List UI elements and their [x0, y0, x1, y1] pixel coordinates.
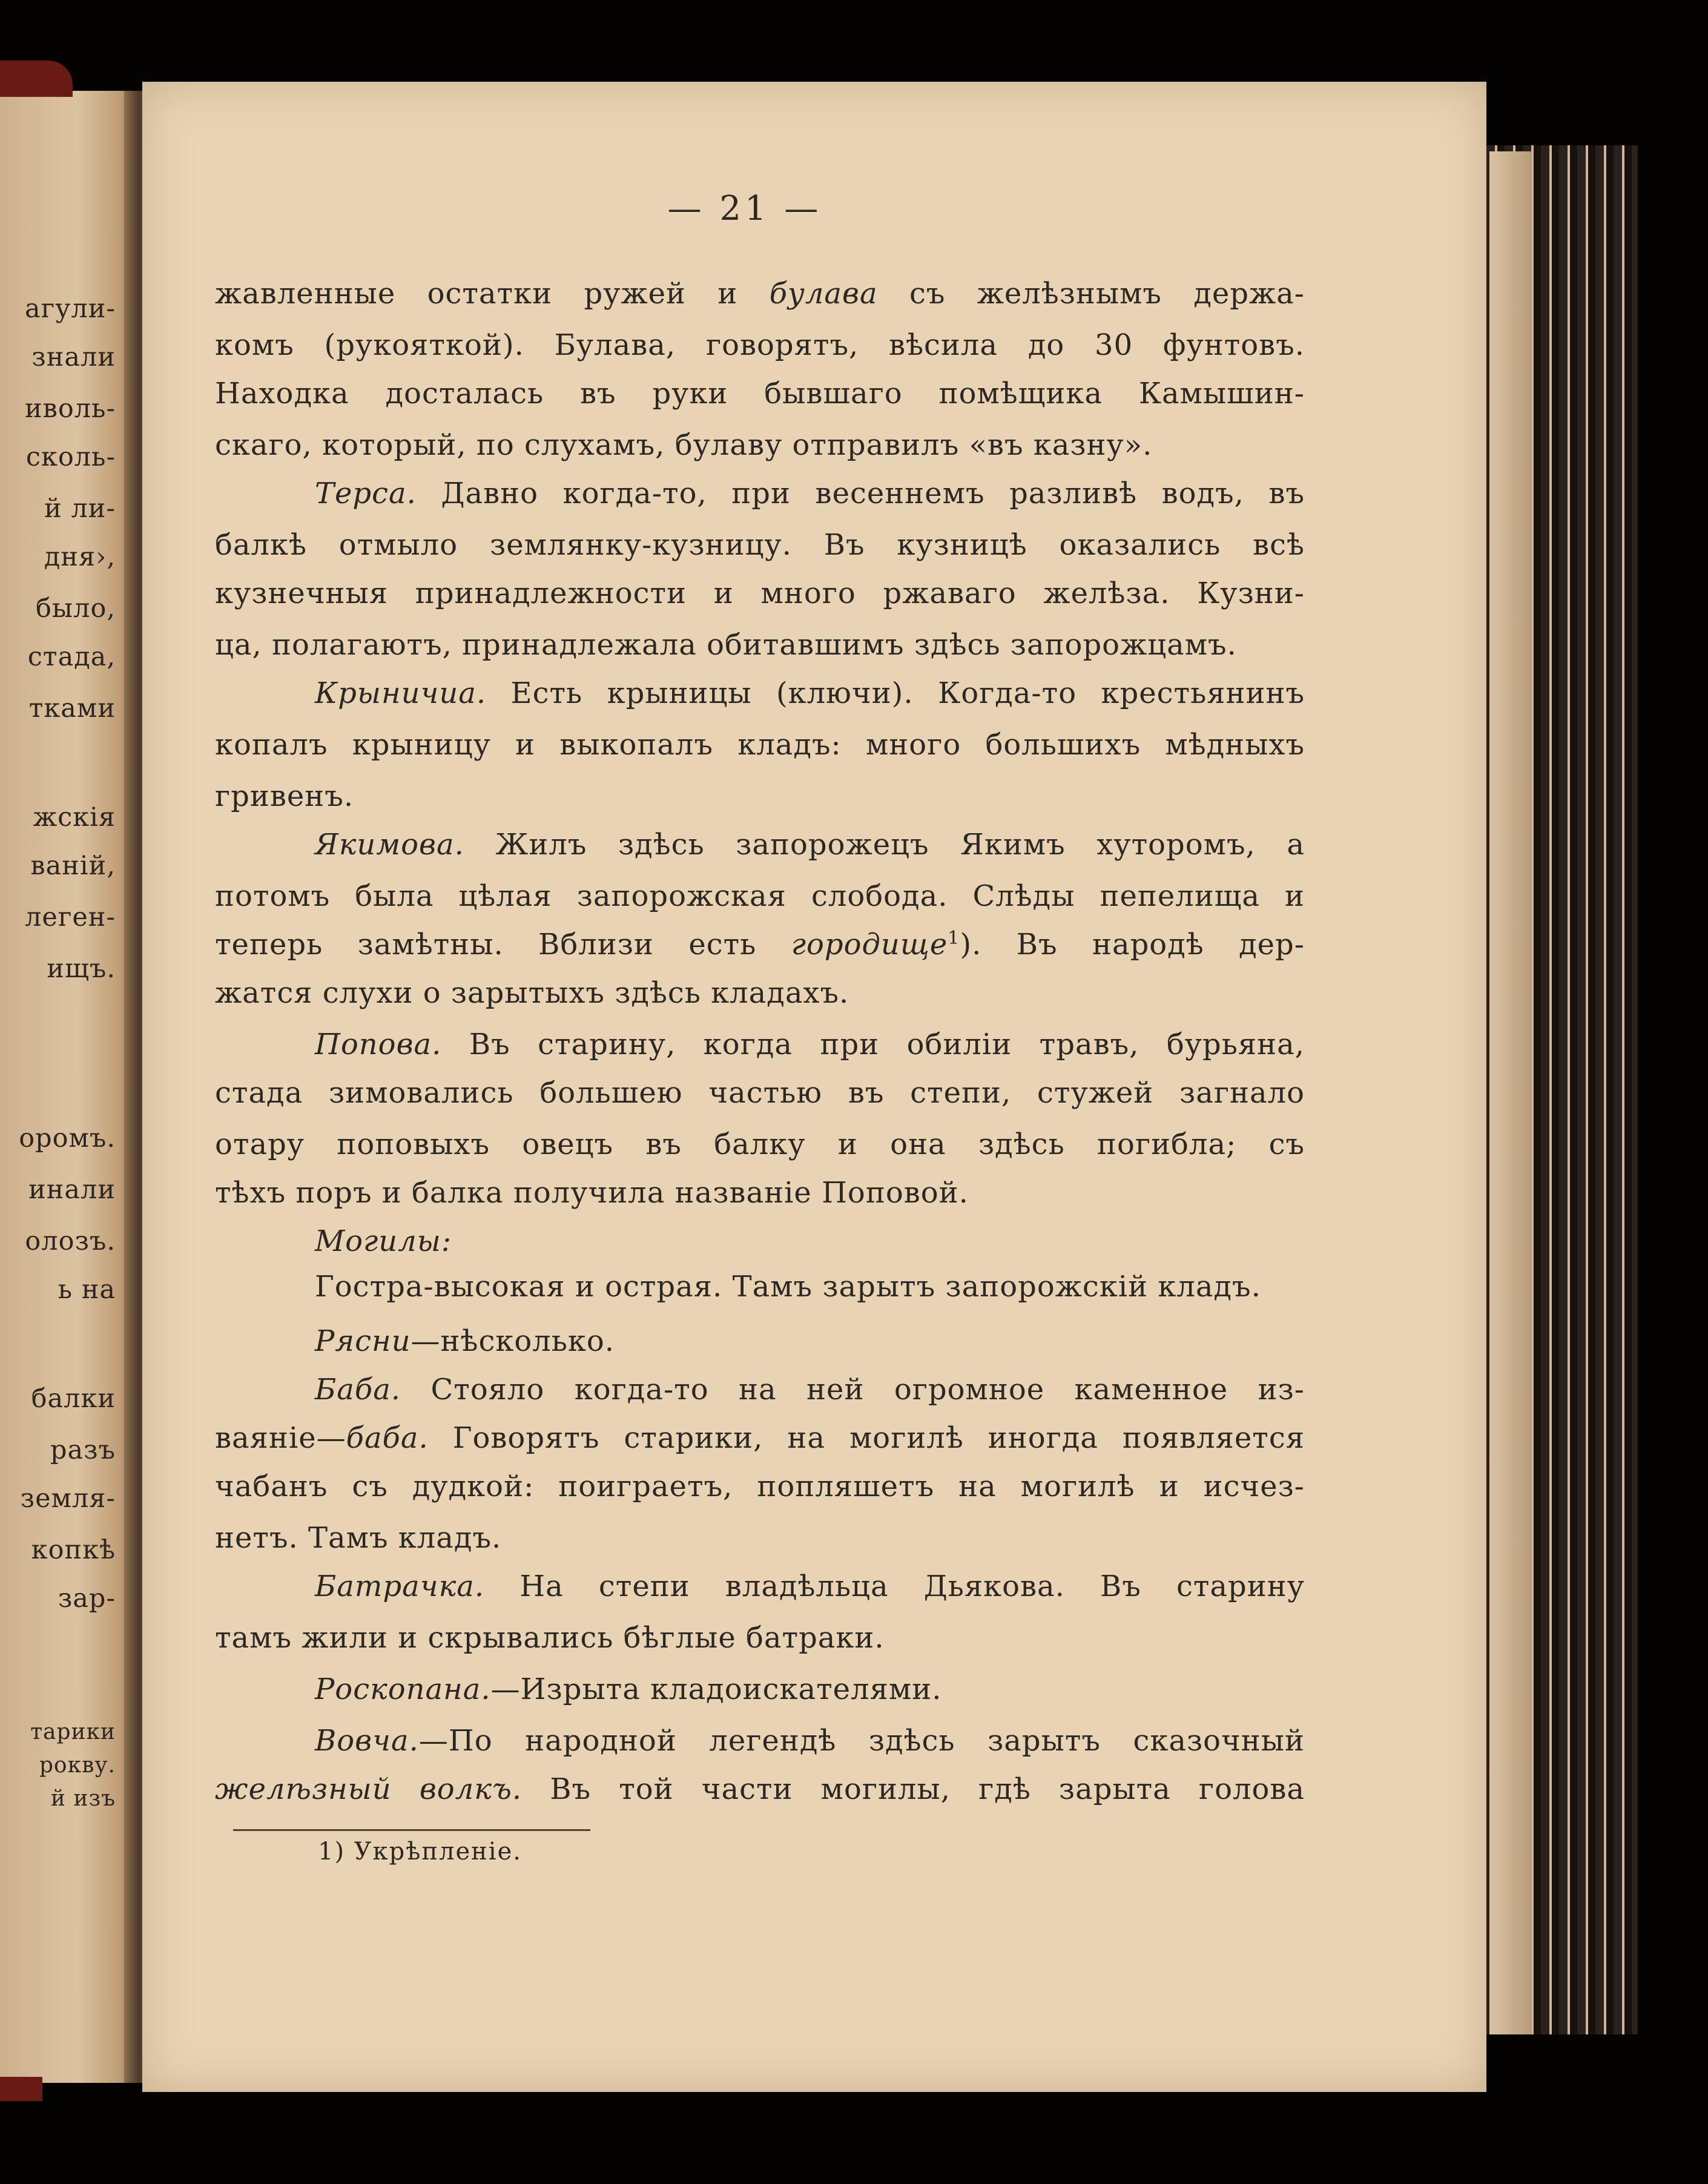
- line-text: скаго, который, по слухамъ, булаву отправилъ «въ казну».: [215, 428, 1153, 462]
- left-page-fragment: стада,: [27, 642, 116, 672]
- text-line: [215, 627, 1305, 663]
- left-page-fragment: олозъ.: [25, 1226, 116, 1256]
- page-edge-highlight: [1489, 151, 1532, 2034]
- text-line: [315, 826, 1305, 863]
- line-text: балкѣ отмыло землянку-кузницу. Въ кузницѣ оказались всѣ: [215, 528, 1305, 562]
- text-line: [215, 1420, 1305, 1456]
- text-line: [215, 375, 1305, 412]
- line-text: комъ (рукояткой). Булава, говорятъ, вѣсила до 30 фунтовъ.: [215, 328, 1305, 362]
- line-text: Въ той части могилы, гдѣ зарыта голова: [522, 1772, 1305, 1806]
- line-text: Въ старину, когда при обиліи травъ, бурьяна,: [441, 1028, 1305, 1061]
- text-line: [215, 1771, 1305, 1807]
- text-line: [215, 1468, 1305, 1505]
- page-number: — 21 —: [667, 189, 822, 228]
- italic-term: Попова.: [315, 1028, 442, 1061]
- left-page-fragment: ищъ.: [47, 954, 116, 984]
- text-line: [215, 1620, 1305, 1656]
- line-text: —По народной легендѣ здѣсь зарытъ сказочный: [418, 1724, 1305, 1758]
- left-page-fragment: ь на: [58, 1275, 116, 1305]
- left-facing-page: [0, 91, 139, 2083]
- italic-term: Могилы:: [315, 1224, 452, 1258]
- line-text: —нѣсколько.: [411, 1324, 615, 1358]
- text-line: [215, 1126, 1305, 1163]
- text-line: [315, 675, 1305, 711]
- left-page-fragment: земля-: [20, 1483, 116, 1514]
- line-text: ваяніе—: [215, 1421, 346, 1455]
- line-text: Есть крыницы (ключи). Когда-то крестьянинъ: [486, 676, 1305, 710]
- left-page-fragment: дня›,: [44, 542, 116, 572]
- line-text: копалъ крыницу и выкопалъ кладъ: много большихъ мѣдныхъ: [215, 728, 1305, 762]
- italic-term: Баба.: [315, 1373, 401, 1407]
- left-page-fragment: агули-: [25, 294, 116, 324]
- text-line: [315, 1269, 1305, 1305]
- text-line: [215, 778, 1305, 814]
- text-line: [215, 427, 1305, 463]
- text-line: [315, 1671, 1305, 1707]
- text-line: [315, 1026, 1305, 1063]
- italic-term: Крыничиа.: [315, 676, 487, 710]
- footnote: 1) Укрѣпленіе.: [318, 1838, 522, 1866]
- text-line: [215, 527, 1305, 563]
- text-line: [315, 1371, 1305, 1408]
- line-text: жавленные остатки ружей и: [215, 277, 770, 311]
- text-line: [215, 975, 1305, 1011]
- left-page-fragment: балки: [31, 1384, 116, 1414]
- left-page-fragment: было,: [36, 593, 116, 624]
- left-page-fragment: знали: [31, 342, 116, 372]
- text-line: [215, 1075, 1305, 1111]
- italic-term: Терса.: [315, 477, 417, 510]
- line-text: Гостра-высокая и острая. Тамъ зарытъ запорожскій кладъ.: [315, 1270, 1261, 1304]
- text-line: [315, 1223, 1305, 1259]
- line-text: отару поповыхъ овецъ въ балку и она здѣсь погибла; съ: [215, 1127, 1305, 1161]
- left-page-fragment: зар-: [58, 1583, 116, 1614]
- left-page-fragment: тками: [28, 693, 116, 724]
- left-page-fragment: жскія: [33, 802, 116, 833]
- left-page-fragment: тарики: [30, 1720, 116, 1744]
- line-text: —Изрыта кладоискателями.: [490, 1672, 942, 1706]
- left-page-fragment: леген-: [25, 902, 116, 932]
- left-page-fragment: й ли-: [44, 493, 116, 524]
- left-page-fragment: инали: [28, 1175, 116, 1205]
- text-line: [315, 1723, 1305, 1759]
- line-text: теперь замѣтны. Вблизи есть: [215, 928, 791, 962]
- italic-term: булава: [769, 277, 878, 311]
- footnote-marker: 1: [948, 928, 960, 949]
- line-text: гривенъ.: [215, 779, 354, 813]
- line-text: чабанъ съ дудкой: поиграетъ, попляшетъ на могилѣ и исчез-: [215, 1470, 1305, 1503]
- italic-term: Вовча.: [315, 1724, 419, 1758]
- italic-term: желѣзный волкъ.: [215, 1772, 523, 1806]
- line-text: съ желѣзнымъ держа-: [877, 277, 1305, 311]
- line-text: стада зимовались большею частью въ степи, стужей загнало: [215, 1076, 1305, 1110]
- left-page-fragment: ваній,: [30, 851, 116, 881]
- footnote-rule: [233, 1829, 590, 1831]
- text-line: [315, 1323, 1305, 1359]
- text-line: [215, 727, 1305, 763]
- left-page-fragment: рокву.: [39, 1753, 116, 1778]
- line-text: ца, полагаютъ, принадлежала обитавшимъ здѣсь запорожцамъ.: [215, 628, 1237, 662]
- text-line: [215, 275, 1305, 312]
- left-page-fragment: копкѣ: [31, 1535, 116, 1565]
- italic-term: Батрачка.: [315, 1569, 485, 1603]
- italic-term: городище: [791, 928, 948, 962]
- left-page-fragment: оромъ.: [19, 1123, 116, 1153]
- italic-term: Якимова.: [315, 828, 464, 862]
- italic-term: Рясни: [315, 1324, 411, 1358]
- text-line: [215, 327, 1305, 363]
- line-text: жатся слухи о зарытыхъ здѣсь кладахъ.: [215, 976, 849, 1010]
- line-text: тѣхъ поръ и балка получила названіе Поповой.: [215, 1176, 969, 1210]
- text-line: [215, 1520, 1305, 1556]
- left-page-fragment: й изъ: [51, 1786, 116, 1811]
- left-cover-corner: [0, 61, 73, 97]
- text-line: [215, 575, 1305, 612]
- line-text: кузнечныя принадлежности и много ржаваго желѣза. Кузни-: [215, 576, 1305, 610]
- line-text: потомъ была цѣлая запорожская слобода. Слѣды пепелища и: [215, 879, 1305, 913]
- line-text: Стояло когда-то на ней огромное каменное из-: [401, 1373, 1305, 1407]
- line-text: ). Въ народѣ дер-: [960, 928, 1305, 962]
- text-line: [215, 1175, 1305, 1211]
- text-line: [315, 1568, 1305, 1605]
- line-text: Находка досталась въ руки бывшаго помѣщика Камышин-: [215, 377, 1305, 411]
- line-text: нетъ. Тамъ кладъ.: [215, 1521, 502, 1555]
- line-text: На степи владѣльца Дьякова. Въ старину: [484, 1569, 1305, 1603]
- line-text: Жилъ здѣсь запорожецъ Якимъ хуторомъ, а: [464, 828, 1305, 862]
- text-line: [215, 878, 1305, 914]
- line-text: Говорятъ старики, на могилѣ иногда появляется: [428, 1421, 1305, 1455]
- line-text: тамъ жили и скрывались бѣглые батраки.: [215, 1621, 885, 1655]
- italic-term: баба.: [346, 1421, 429, 1455]
- italic-term: Роскопана.: [315, 1672, 491, 1706]
- text-line: [215, 926, 1305, 963]
- text-line: [315, 475, 1305, 512]
- left-page-fragment: иволь-: [24, 394, 116, 424]
- left-page-fragment: разъ: [50, 1435, 116, 1465]
- left-page-fragment: сколь-: [25, 442, 116, 472]
- left-cover-corner-bottom: [0, 2077, 42, 2101]
- line-text: Давно когда-то, при весеннемъ разливѣ водъ, въ: [416, 477, 1305, 510]
